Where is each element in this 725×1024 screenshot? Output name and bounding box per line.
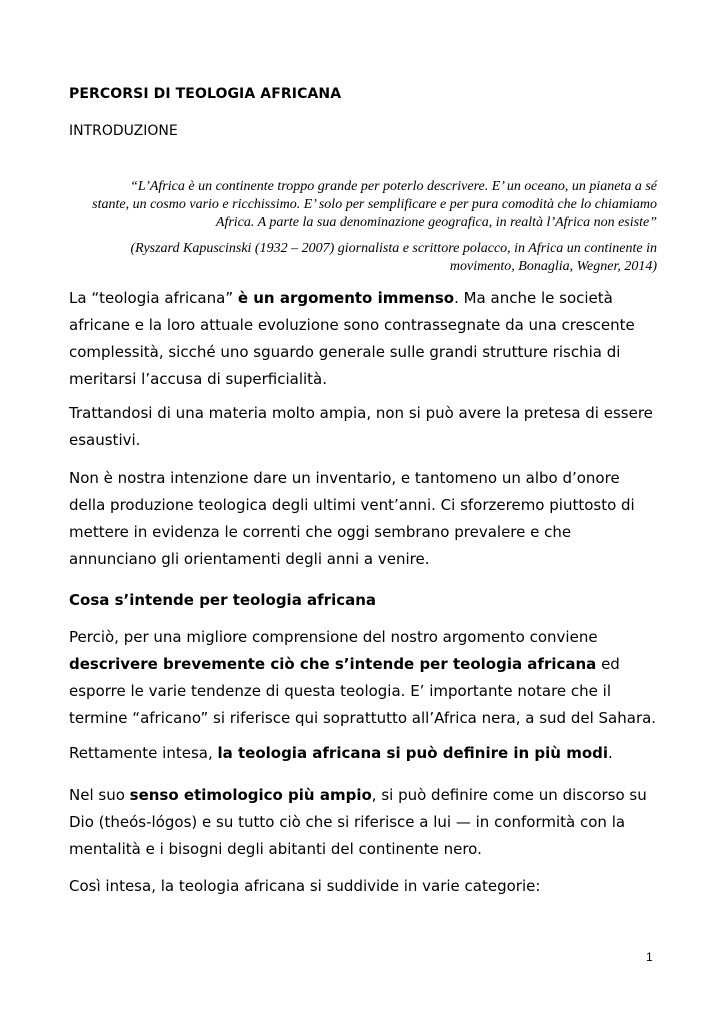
section-heading-definition: Cosa s’intende per teologia africana: [69, 591, 377, 609]
paragraph-4-bold: descrivere brevemente ciò che s’intende per teologia africana: [69, 655, 597, 673]
paragraph-2: Trattandosi di una materia molto ampia, non si può avere la pretesa di essere esaustivi.: [69, 404, 653, 449]
paragraph-1-text-a: La “teologia africana”: [69, 289, 238, 307]
epigraph-quote: “L’Africa è un continente troppo grande per poterlo descrivere. E’ un oceano, un pianeta a sé stante, un cosmo vario e ricchissimo. E’ solo per semplificare e per pura comodità che lo chiamiamo Africa. A parte la sua denominazione geografica, in realtà l’Africa non esiste”: [92, 179, 657, 230]
document-title: PERCORSI DI TEOLOGIA AFRICANA: [69, 86, 342, 102]
paragraph-3: Non è nostra intenzione dare un inventario, e tantomeno un albo d’onore della produzione teologica degli ultimi vent’anni. Ci sforzeremo piuttosto di mettere in evidenza le correnti che oggi sembrano prevalere e che annunciano gli orientamenti degli anni a venire.: [69, 469, 635, 568]
section-heading-intro: INTRODUZIONE: [69, 123, 178, 139]
paragraph-5-text-c: .: [608, 744, 613, 762]
paragraph-7: Così intesa, la teologia africana si suddivide in varie categorie:: [69, 877, 541, 895]
paragraph-1-bold: è un argomento immenso: [237, 289, 455, 307]
paragraph-5-bold: la teologia africana si può definire in più modi: [217, 744, 609, 762]
paragraph-4-text-c: ed esporre le varie tendenze di questa teologia. E’ importante notare che il termine “africano” si riferisce qui soprattutto all’Africa nera, a sud del Sahara.: [69, 655, 657, 727]
epigraph-source: (Ryszard Kapuscinski (1932 – 2007) giornalista e scrittore polacco, in Africa un continente in movimento, Bonaglia, Wegner, 2014): [130, 241, 657, 274]
paragraph-6-text-c: , si può definire come un discorso su Dio (theós-lógos) e su tutto ciò che si riferisce a lui — in conformità con la mentalità e i bisogni degli abitanti del continente nero.: [69, 786, 647, 858]
paragraph-1-text-c: . Ma anche le società africane e la loro attuale evoluzione sono contrassegnate da una crescente complessità, sicché uno sguardo generale sulle grandi strutture rischia di meritarsi l’accusa di superficialità.: [69, 289, 635, 388]
paragraph-4-text-a: Perciò, per una migliore comprensione del nostro argomento conviene: [69, 628, 598, 646]
paragraph-4: [69, 624, 659, 732]
paragraph-6-bold: senso etimologico più ampio: [129, 786, 372, 804]
paragraph-6: [69, 782, 659, 863]
paragraph-1: [69, 285, 659, 393]
page-number: 1: [646, 950, 653, 964]
paragraph-5-text-a: Rettamente intesa,: [69, 744, 218, 762]
paragraph-5: [69, 740, 659, 767]
paragraph-6-text-a: Nel suo: [69, 786, 130, 804]
